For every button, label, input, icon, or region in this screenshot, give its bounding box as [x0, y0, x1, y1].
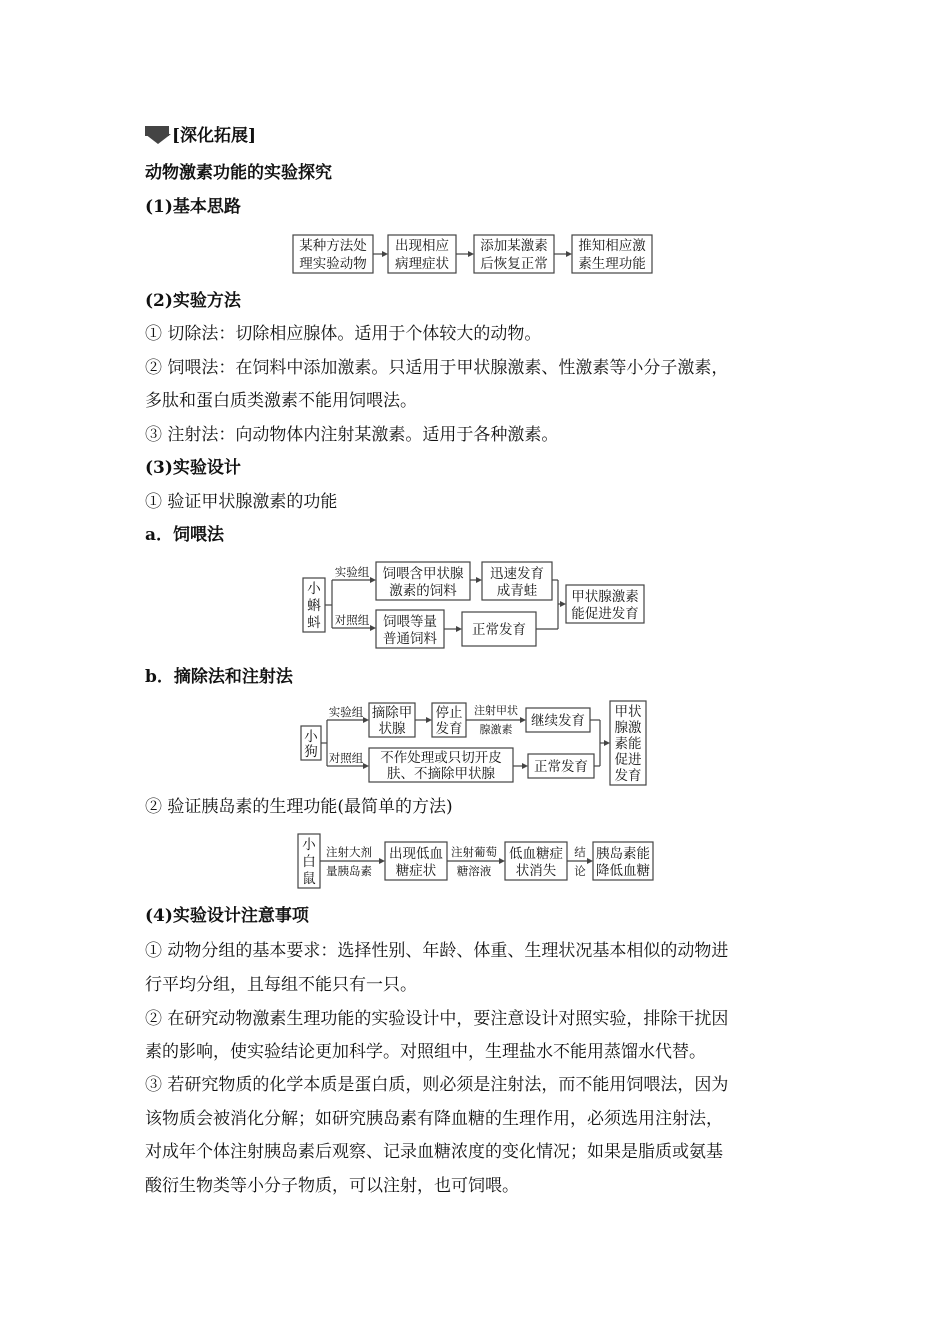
conclusion-b-line1: 甲状	[614, 704, 642, 720]
note-line-7: 对成年个体注射胰岛素后观察、记录血糖浓度的变化情况；如果是脂质或氨基	[145, 1142, 723, 1162]
stop-growth-line2: 发育	[435, 721, 463, 737]
inject-insulin-line2: 量胰岛素	[326, 864, 372, 878]
design-sub1: ① 验证甲状腺激素的功能	[145, 492, 338, 512]
design-sub2: ② 验证胰岛素的生理功能(最简单的方法)	[145, 797, 453, 817]
symptom-gone-line1: 低血糖症	[509, 846, 563, 862]
section-header: [深化拓展]	[172, 126, 257, 146]
inject-insulin-line1: 注射大剂	[326, 845, 372, 859]
methods-heading: (2)实验方法	[145, 291, 241, 311]
conclusion-a-line2: 能促进发育	[571, 606, 639, 622]
ctrl-group-label-b: 对照组	[328, 751, 364, 765]
feeding-method-diagram	[302, 560, 647, 650]
removal-injection-diagram	[300, 700, 650, 788]
symptom-gone-line2: 状消失	[515, 863, 557, 879]
continue-growth: 继续发育	[531, 713, 585, 729]
conclusion-c-line1: 胰岛素能	[596, 846, 650, 862]
puppy-char-2: 狗	[304, 744, 318, 760]
arrow-down-marker-icon	[145, 126, 173, 144]
design-sub1a: a．饲喂法	[145, 525, 225, 545]
ctrl-result: 正常发育	[472, 622, 526, 638]
insulin-function-diagram	[297, 832, 655, 890]
note-line-5: ③ 若研究物质的化学本质是蛋白质，则必须是注射法，而不能用饲喂法，因为	[145, 1075, 729, 1095]
inject-glucose-line2: 糖溶液	[456, 864, 492, 878]
flow-step-1-line2: 理实验动物	[299, 256, 367, 272]
flow-step-1-line1: 某种方法处	[299, 238, 367, 254]
conclusion-b-line3: 素能	[614, 736, 642, 752]
ctrl-treatment-line2: 普通饲料	[383, 631, 437, 647]
method-item-3: ③ 注射法：向动物体内注射某激素。适用于各种激素。	[145, 425, 559, 445]
conclusion-c-line2: 降低血糖	[596, 863, 650, 879]
puppy-char-1: 小	[304, 729, 318, 745]
conclusion-label-2: 论	[574, 864, 586, 878]
design-sub1b: b．摘除法和注射法	[145, 667, 293, 687]
mouse-char-2: 白	[302, 854, 316, 870]
method-item-2: ② 饲喂法：在饲料中添加激素。只适用于甲状腺激素、性激素等小分子激素，	[145, 358, 729, 378]
remove-thyroid-line2: 状腺	[378, 721, 406, 737]
conclusion-b-line4: 促进	[614, 752, 642, 768]
note-line-1: ① 动物分组的基本要求：选择性别、年龄、体重、生理状况基本相似的动物进	[145, 941, 729, 961]
note-line-4: 素的影响，使实验结论更加科学。对照组中，生理盐水不能用蒸馏水代替。	[145, 1042, 706, 1062]
basic-idea-heading: (1)基本思路	[145, 197, 241, 217]
mouse-char-3: 鼠	[302, 871, 316, 887]
note-line-8: 酸衍生物类等小分子物质，可以注射，也可饲喂。	[145, 1176, 519, 1196]
ctrl-treatment-b-line1: 不作处理或只切开皮	[380, 750, 502, 766]
exp-treatment-line2: 激素的饲料	[389, 583, 457, 599]
remove-thyroid-line1: 摘除甲	[371, 705, 413, 721]
note-line-2: 行平均分组，且每组不能只有一只。	[145, 975, 417, 995]
ctrl-result-b: 正常发育	[534, 759, 588, 775]
page-title: 动物激素功能的实验探究	[145, 163, 332, 183]
exp-result-line2: 成青蛙	[496, 583, 538, 599]
exp-group-label: 实验组	[334, 565, 370, 579]
note-line-3: ② 在研究动物激素生理功能的实验设计中，要注意设计对照实验，排除干扰因	[145, 1009, 729, 1029]
mouse-char-1: 小	[302, 837, 316, 853]
note-line-6: 该物质会被消化分解；如研究胰岛素有降血糖的生理作用，必须选用注射法，	[145, 1109, 723, 1129]
exp-result-line1: 迅速发育	[490, 566, 544, 582]
conclusion-a-line1: 甲状腺激素	[571, 589, 639, 605]
design-heading: (3)实验设计	[145, 458, 241, 478]
tadpole-char-2: 蝌	[307, 598, 321, 614]
notes-heading: (4)实验设计注意事项	[145, 906, 309, 926]
conclusion-b-line5: 发育	[614, 768, 642, 784]
flow-step-3-line1: 添加某激素	[480, 238, 548, 254]
inject-label-line2: 腺激素	[479, 723, 513, 736]
exp-group-label-b: 实验组	[328, 705, 364, 719]
inject-label-line1: 注射甲状	[474, 704, 518, 717]
stop-growth-line1: 停止	[435, 705, 463, 721]
tadpole-char-3: 蚪	[307, 615, 321, 631]
conclusion-label-1: 结	[574, 845, 586, 859]
flow-step-4-line2: 素生理功能	[578, 256, 646, 272]
flow-step-2-line1: 出现相应	[395, 238, 449, 254]
method-item-1: ① 切除法：切除相应腺体。适用于个体较大的动物。	[145, 324, 542, 344]
method-item-2-cont: 多肽和蛋白质类激素不能用饲喂法。	[145, 391, 417, 411]
inject-glucose-line1: 注射葡萄	[451, 845, 497, 859]
flow-step-2-line2: 病理症状	[395, 256, 449, 272]
low-sugar-line1: 出现低血	[389, 846, 443, 862]
ctrl-treatment-b-line2: 肤、不摘除甲状腺	[387, 766, 495, 782]
flow-step-4-line1: 推知相应激	[578, 238, 646, 254]
ctrl-group-label: 对照组	[334, 613, 370, 627]
ctrl-treatment-line1: 饲喂等量	[383, 614, 437, 630]
tadpole-char-1: 小	[307, 581, 321, 597]
flow-step-3-line2: 后恢复正常	[480, 256, 548, 272]
exp-treatment-line1: 饲喂含甲状腺	[382, 566, 464, 582]
low-sugar-line2: 糖症状	[395, 863, 437, 879]
basic-idea-flow-diagram	[292, 234, 656, 276]
conclusion-b-line2: 腺激	[614, 720, 642, 736]
